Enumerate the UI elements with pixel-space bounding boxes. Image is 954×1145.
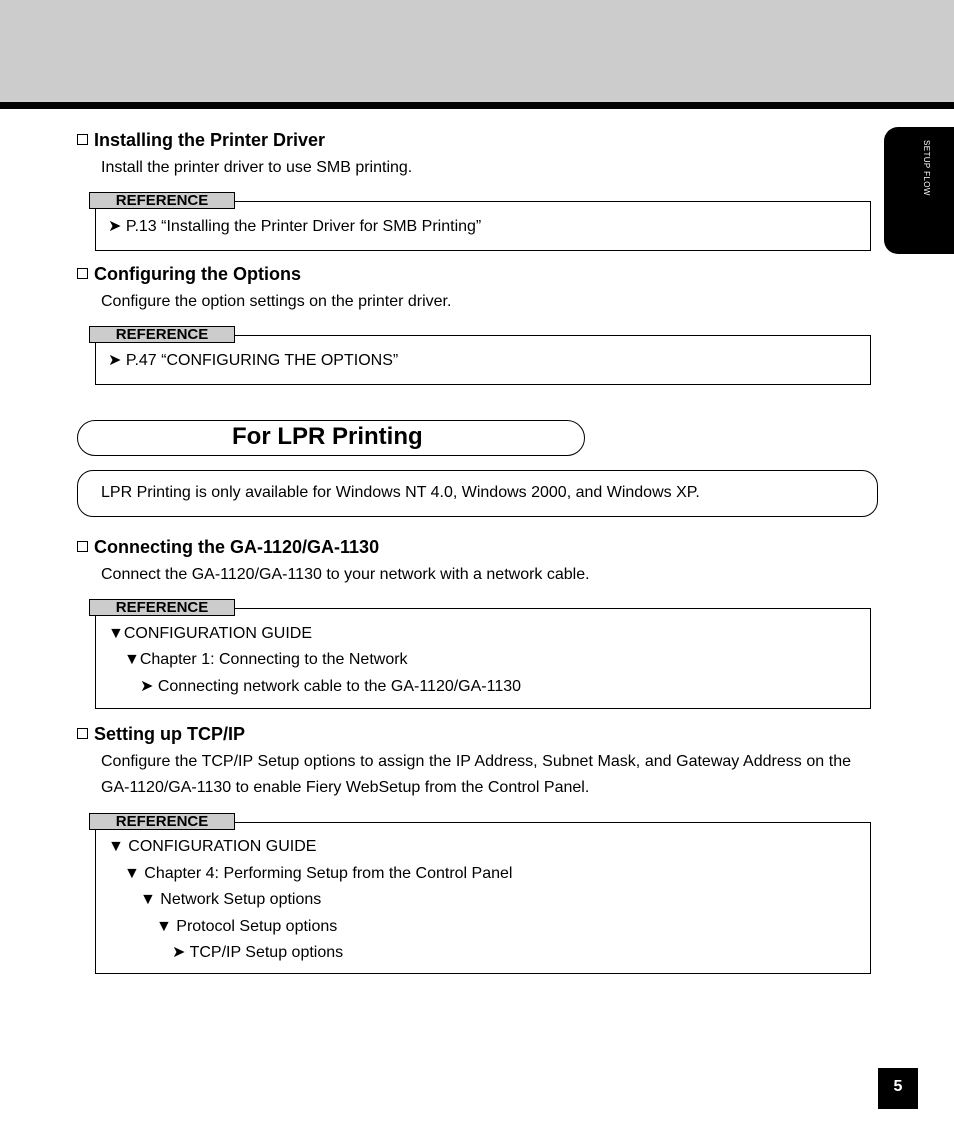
section-body-installing-driver: Install the printer driver to use SMB printing. [101,159,413,176]
side-section-tab [884,127,954,254]
checkbox-square-icon [77,134,88,145]
reference-label: REFERENCE [89,599,235,616]
section-body-connecting: Connect the GA-1120/GA-1130 to your network with a network cable. [101,566,590,583]
reference-subsection: ▼ Protocol Setup options [156,918,338,935]
reference-link[interactable]: ➤ P.47 “CONFIGURING THE OPTIONS” [108,352,399,369]
reference-subsection: ▼ Network Setup options [140,891,322,908]
section-heading-configuring-options: Configuring the Options [77,264,301,284]
side-tab-label: SETUP FLOW [922,140,931,196]
section-heading-installing-driver: Installing the Printer Driver [77,130,325,150]
reference-guide: ▼ CONFIGURATION GUIDE [108,838,317,855]
section-body-configuring-options: Configure the option settings on the printer driver. [101,293,452,310]
reference-label: REFERENCE [89,813,235,830]
checkbox-square-icon [77,728,88,739]
header-band [0,0,954,102]
section-heading-tcpip: Setting up TCP/IP [77,724,245,744]
reference-link[interactable]: ➤ TCP/IP Setup options [172,944,344,961]
section-heading-connecting: Connecting the GA-1120/GA-1130 [77,537,379,557]
checkbox-square-icon [77,268,88,279]
reference-label: REFERENCE [89,192,235,209]
page-section-title: For LPR Printing [232,423,423,450]
reference-label: REFERENCE [89,326,235,343]
section-body-tcpip: Configure the TCP/IP Setup options to assign the IP Address, Subnet Mask, and Gateway Address on the GA-1120/GA-1130 to enable Fiery WebSetup from the Control Panel. [101,753,851,796]
reference-chapter: ▼ Chapter 4: Performing Setup from the Control Panel [124,865,513,882]
page-number: 5 [878,1068,918,1109]
checkbox-square-icon [77,541,88,552]
reference-guide: ▼CONFIGURATION GUIDE [108,625,312,642]
header-rule [0,102,954,109]
reference-link[interactable]: ➤ P.13 “Installing the Printer Driver for SMB Printing” [108,218,482,235]
reference-chapter: ▼Chapter 1: Connecting to the Network [124,651,408,668]
reference-link[interactable]: ➤ Connecting network cable to the GA-1120/GA-1130 [140,678,522,695]
note-text: LPR Printing is only available for Windows NT 4.0, Windows 2000, and Windows XP. [101,484,700,501]
